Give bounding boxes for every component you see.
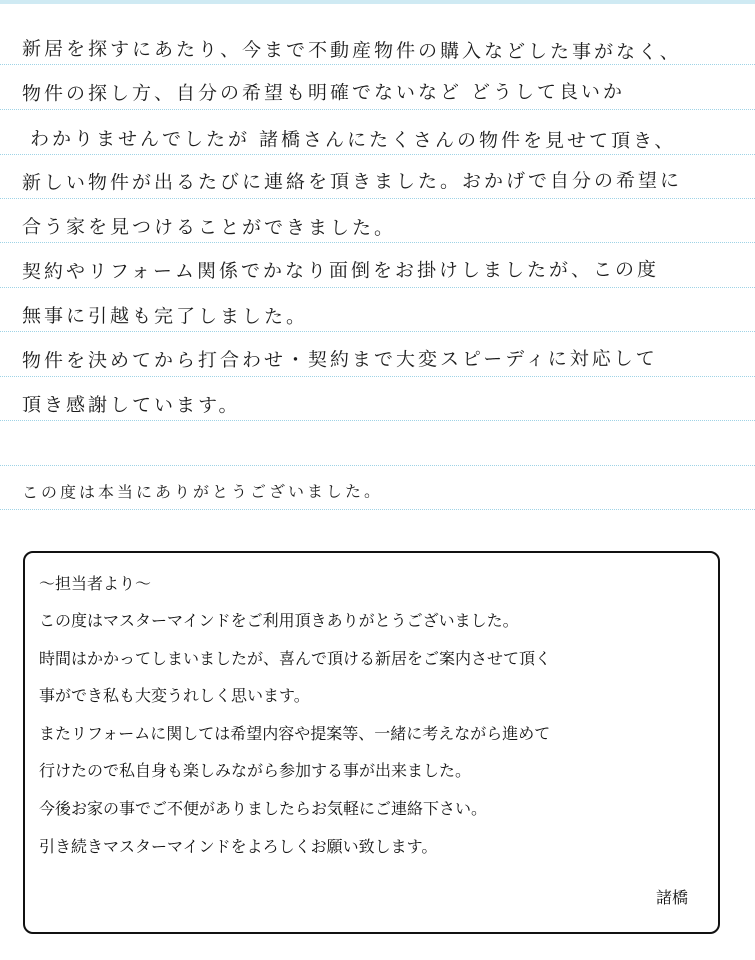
staff-comment-line-2: 時間はかかってしまいましたが、喜んで頂ける新居をご案内させて頂く [39, 649, 552, 668]
letter-line-3: わかりませんでしたが 諸橋さんにたくさんの物件を見せて頂き、 [30, 128, 677, 153]
letter-line-6: 契約やリフォーム関係でかなり面倒をお掛けしましたが、この度 [21, 258, 660, 283]
ruled-line [0, 331, 755, 332]
letter-line-5: 合う家を見つけることができました。 [22, 216, 397, 240]
ruled-line [0, 287, 755, 288]
ruled-line [0, 242, 755, 243]
letter-line-8: 物件を決めてから打合わせ・契約まで大変スピーディに対応して [21, 347, 658, 372]
staff-comment-line-5: 行けたので私自身も楽しみながら参加する事が出来ました。 [39, 761, 472, 780]
letter-line-1: 新居を探すにあたり、今まで不動産物件の購入などした事がなく、 [22, 38, 682, 64]
letter-line-4: 新しい物件が出るたびに連絡を頂きました。おかげで自分の希望に [21, 169, 683, 194]
staff-comment-line-6: 今後お家の事でご不便がありましたらお気軽にご連絡下さい。 [39, 799, 488, 818]
staff-comment-line-3: 事ができ私も大変うれしく思います。 [39, 686, 310, 705]
ruled-line [0, 420, 755, 421]
staff-signature: 諸橋 [655, 888, 688, 907]
letter-closing-line: この度は本当にありがとうございました。 [21, 481, 384, 502]
staff-comment-box [23, 551, 720, 934]
ruled-line [0, 198, 755, 199]
ruled-line [0, 109, 755, 110]
staff-comment-line-7: 引き続きマスターマインドをよろしくお願い致します。 [39, 837, 438, 856]
ruled-line [0, 509, 755, 510]
staff-comment-heading: 〜担当者より〜 [39, 574, 152, 593]
letter-line-2: 物件の探し方、自分の希望も明確でないなど どうして良いか [21, 80, 626, 106]
ruled-line [0, 465, 755, 466]
ruled-line [0, 376, 755, 377]
staff-comment-line-4: またリフォームに関しては希望内容や提案等、一緒に考えながら進めて [39, 724, 551, 743]
ruled-line [0, 154, 755, 155]
letter-line-7: 無事に引越も完了しました。 [22, 305, 309, 328]
staff-comment-line-1: この度はマスターマインドをご利用頂きありがとうございました。 [39, 611, 519, 630]
paper-top-edge [0, 0, 755, 4]
letter-line-9: 頂き感謝しています。 [22, 394, 241, 417]
